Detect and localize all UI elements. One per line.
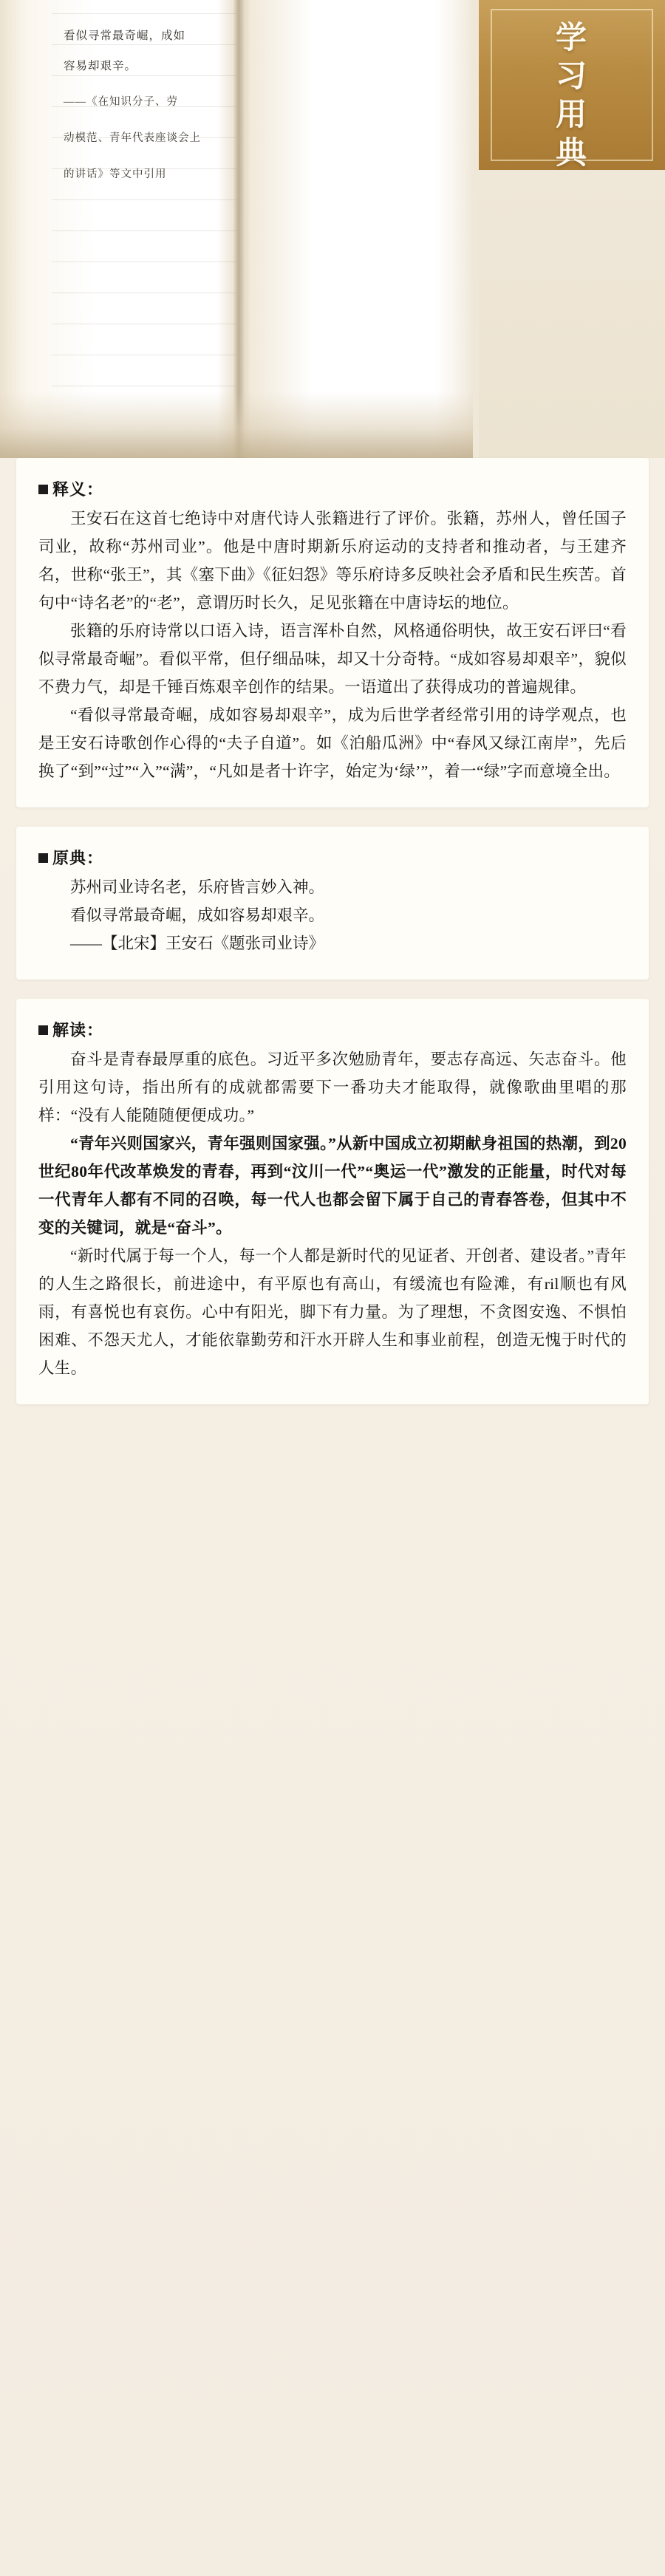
section-heading-text: 解读： — [52, 1021, 104, 1039]
page-bottom-spacer — [0, 1424, 665, 1453]
banner-background-strip — [479, 170, 665, 458]
paragraph: “青年兴则国家兴，青年强则国家强。”从新中国成立初期献身祖国的热潮，到20世纪80年代改革焕发的青春，再到“汶川一代”“奥运一代”激发的正能量，时代对每一代青年人都有不同的召唤，每一代人也都会留下属于自己的青春答卷，但其中不变的关键词，就是“奋斗”。 — [38, 1135, 627, 1237]
original-attribution: ——【北宋】王安石《题张司业诗》 — [70, 935, 325, 952]
hero-handwriting-block — [64, 21, 238, 190]
section-heading-text: 原典： — [52, 849, 104, 867]
paragraph: 王安石在这首七绝诗中对唐代诗人张籍进行了评价。张籍，苏州人，曾任国子司业，故称“苏州司业”。他是中唐时期新乐府运动的支持者和推动者，与王建齐名，世称“张王”，其《塞下曲》《征妇怨》等乐府诗多反映社会矛盾和民生疾苦。首句中“诗名老”的“老”，意谓历时长久，足见张籍在中唐诗坛的地位。 — [38, 510, 627, 612]
hero-source-line-3: 的讲话》等文中引用 — [64, 168, 167, 180]
section-heading-interpretation — [38, 1018, 627, 1041]
section-heading-text: 释义： — [52, 480, 104, 499]
bullet-square-icon — [38, 853, 48, 863]
section-heading-original-text — [38, 846, 627, 869]
hero-section — [0, 0, 665, 458]
column-title: 学习用典 — [555, 21, 588, 171]
original-quote-line: 看似寻常最奇崛，成如容易却艰辛。 — [70, 906, 325, 924]
section-heading-explanation — [38, 477, 627, 500]
hero-quote-line-2: 容易却艰辛。 — [64, 60, 137, 72]
original-quote-line: 苏州司业诗名老，乐府皆言妙入神。 — [70, 878, 325, 896]
section-card-explanation — [16, 458, 649, 807]
hero-source-line-2: 动模范、青年代表座谈会上 — [64, 132, 201, 144]
paragraph: “看似寻常最奇崛，成如容易却艰辛”，成为后世学者经常引用的诗学观点，也是王安石诗歌创作心得的“夫子自道”。如《泊船瓜洲》中“春风又绿江南岸”，先后换了“到”“过”“入”“满”，“凡如是者十许字，始定为‘绿’”，着一“绿”字而意境全出。 — [38, 706, 627, 780]
paragraph: “新时代属于每一个人，每一个人都是新时代的见证者、开创者、建设者。”青年的人生之路很长，前进途中，有平原也有高山，有缓流也有险滩，有ril顺也有风雨，有喜悦也有哀伤。心中有阳光，脚下有力量。为了理想，不贪图安逸、不惧怕困难、不怨天尤人，才能依靠勤劳和汗水开辟人生和事业前程，创造无愧于时代的人生。 — [38, 1247, 627, 1377]
bullet-square-icon — [38, 485, 48, 494]
section-card-interpretation — [16, 999, 649, 1404]
hero-quote-line-1: 看似寻常最奇崛，成如 — [64, 30, 186, 42]
paragraph: 张籍的乐府诗常以口语入诗，语言浑朴自然，风格通俗明快，故王安石评曰“看似寻常最奇崛”。看似平常，但仔细品味，却又十分奇特。“成如容易却艰辛”，貌似不费力气，却是千锤百炼艰辛创作的结果。一语道出了获得成功的普遍规律。 — [38, 622, 627, 696]
hero-source-line-1: ——《在知识分子、劳 — [64, 96, 178, 108]
section-card-original-text — [16, 827, 649, 980]
column-title-banner — [479, 0, 665, 170]
open-book-illustration — [0, 0, 473, 458]
paragraph: 奋斗是青春最厚重的底色。习近平多次勉励青年，要志存高远、矢志奋斗。他引用这句诗，指出所有的成就都需要下一番功夫才能取得，就像歌曲里唱的那样：“没有人能随随便便成功。” — [38, 1050, 627, 1124]
bullet-square-icon — [38, 1025, 48, 1035]
